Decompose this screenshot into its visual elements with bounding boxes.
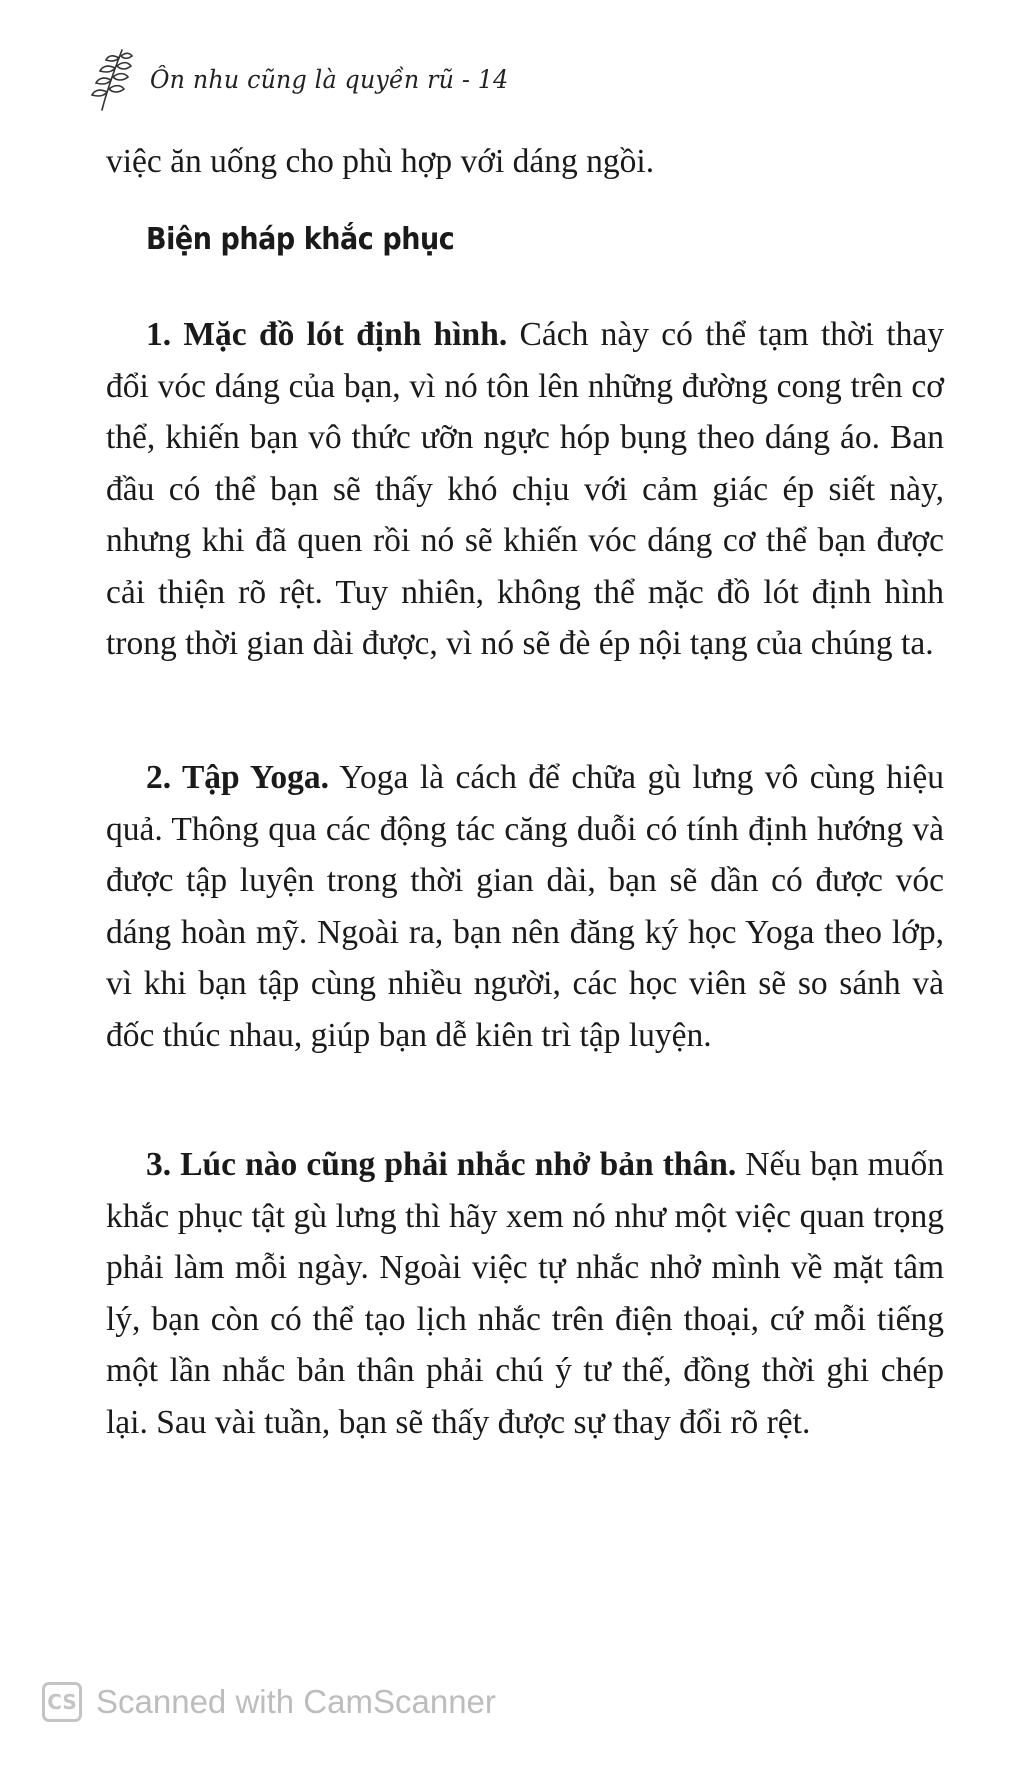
section-heading: Biện pháp khắc phục [146, 222, 455, 257]
leaf-sprig-icon [88, 46, 136, 112]
scanner-watermark [42, 1682, 496, 1722]
paragraph-1-body: Cách này có thể tạm thời thay đổi vóc dáng của bạn, vì nó tôn lên những đường cong trên cơ thể, khiến bạn vô thức ưỡn ngực hóp bụng theo dáng áo. Ban đầu có thể bạn sẽ thấy khó chịu với cảm giác ép siết này, nhưng khi đã quen rồi nó sẽ khiến vóc dáng cơ thể bạn được cải thiện rõ rệt. Tuy nhiên, không thể mặc đồ lót định hình trong thời gian dài được, vì nó sẽ đè ép nội tạng của chúng ta. [106, 316, 944, 662]
camscanner-logo-icon: CS [42, 1682, 82, 1722]
paragraph-2-lead: 2. Tập Yoga. [146, 759, 329, 796]
paragraph-3-body: Nếu bạn muốn khắc phục tật gù lưng thì hãy xem nó như một việc quan trọng phải làm mỗi ngày. Ngoài việc tự nhắc nhở mình về mặt tâm lý, bạn còn có thể tạo lịch nhắc trên điện thoại, cứ mỗi tiếng một lần nhắc bản thân phải chú ý tư thế, đồng thời ghi chép lại. Sau vài tuần, bạn sẽ thấy được sự thay đổi rõ rệt. [106, 1146, 944, 1441]
watermark-text: Scanned with CamScanner [96, 1683, 496, 1720]
continuation-text: việc ăn uống cho phù hợp với dáng ngồi. [106, 143, 655, 180]
paragraph-3 [106, 1139, 944, 1448]
paragraph-1 [106, 309, 944, 670]
paragraph-2-body: Yoga là cách để chữa gù lưng vô cùng hiệu quả. Thông qua các động tác căng duỗi có tính định hướng và được tập luyện trong thời gian dài, bạn sẽ dần có được vóc dáng hoàn mỹ. Ngoài ra, bạn nên đăng ký học Yoga theo lớp, vì khi bạn tập cùng nhiều người, các học viên sẽ so sánh và đốc thúc nhau, giúp bạn dễ kiên trì tập luyện. [106, 759, 944, 1054]
paragraph-1-lead: 1. Mặc đồ lót định hình. [146, 316, 508, 353]
paragraph-3-lead: 3. Lúc nào cũng phải nhắc nhở bản thân. [146, 1146, 737, 1183]
paragraph-2 [106, 752, 944, 1061]
running-head-title: Ôn nhu cũng là quyền rũ - 14 [150, 64, 509, 94]
running-head [88, 44, 527, 114]
